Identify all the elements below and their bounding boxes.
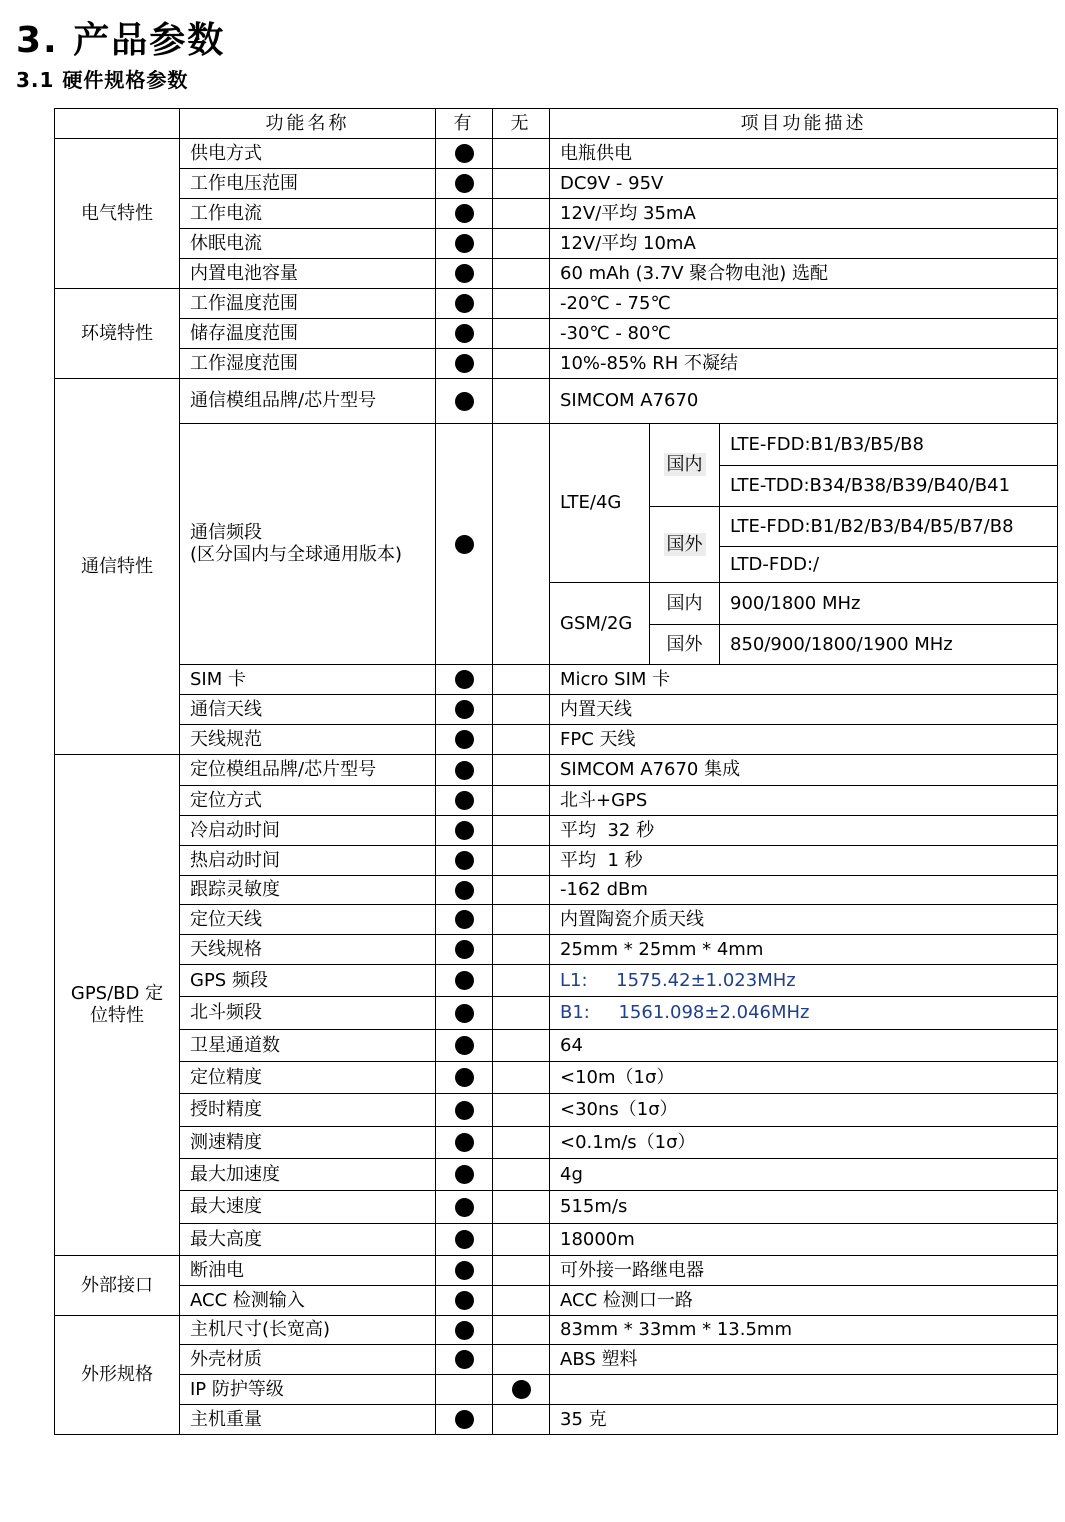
no-mark [493,1286,550,1316]
no-mark [493,786,550,816]
spec-table [54,108,1058,1435]
row-desc: 北斗+GPS [550,786,1058,816]
filled-dot-icon [455,1198,474,1217]
category-environment: 环境特性 [55,289,180,379]
table-row [55,259,1058,289]
no-mark [493,965,550,997]
no-mark [493,1375,550,1405]
row-name: SIM 卡 [180,665,436,695]
row-name: 跟踪灵敏度 [180,876,436,905]
row-name: 休眠电流 [180,229,436,259]
lte-domestic-text: 国内 [664,453,706,476]
yes-mark [436,846,493,876]
category-interface: 外部接口 [55,1256,180,1316]
category-communication: 通信特性 [55,379,180,755]
filled-dot-icon [455,144,474,163]
row-name: 主机尺寸(长宽高) [180,1316,436,1345]
yes-mark [436,816,493,846]
row-desc: FPC 天线 [550,725,1058,755]
table-row [55,755,1058,786]
no-mark [493,905,550,935]
filled-dot-icon [455,264,474,283]
row-desc: L1: 1575.42±1.023MHz [550,965,1058,997]
row-name: 卫星通道数 [180,1030,436,1062]
no-mark [493,1030,550,1062]
table-row [55,1286,1058,1316]
no-mark [493,139,550,169]
yes-mark [436,1094,493,1127]
filled-dot-icon [455,670,474,689]
header-description: 项目功能描述 [550,109,1058,139]
row-desc: 18000m [550,1224,1058,1256]
row-name: 工作电流 [180,199,436,229]
no-mark [493,997,550,1030]
yes-mark [436,1286,493,1316]
row-desc: ABS 塑料 [550,1345,1058,1375]
row-desc: 515m/s [550,1191,1058,1224]
table-row [55,816,1058,846]
no-mark [493,229,550,259]
yes-mark [436,905,493,935]
no-mark [493,259,550,289]
filled-dot-icon [455,1101,474,1120]
filled-dot-icon [455,1230,474,1249]
header-name: 功能名称 [180,109,436,139]
table-row [55,1345,1058,1375]
table-row [55,319,1058,349]
row-desc: <0.1m/s（1σ） [550,1127,1058,1159]
yes-mark [436,1159,493,1191]
filled-dot-icon [455,174,474,193]
row-desc: 12V/平均 10mA [550,229,1058,259]
yes-mark [436,289,493,319]
no-mark [493,1224,550,1256]
filled-dot-icon [512,1380,531,1399]
no-mark [493,169,550,199]
row-desc: 平均 1 秒 [550,846,1058,876]
yes-mark [436,876,493,905]
filled-dot-icon [455,354,474,373]
no-mark [493,876,550,905]
gsm-overseas-label: 国外 [650,625,720,665]
row-name: GPS 频段 [180,965,436,997]
no-mark [493,935,550,965]
row-name: 北斗频段 [180,997,436,1030]
table-row [55,1316,1058,1345]
no-mark [493,379,550,424]
row-desc: SIMCOM A7670 [550,379,1058,424]
yes-mark [436,695,493,725]
row-name-bands: 通信频段 (区分国内与全球通用版本) [180,424,436,665]
row-desc: 25mm * 25mm * 4mm [550,935,1058,965]
filled-dot-icon [455,1350,474,1369]
yes-mark [436,229,493,259]
header-category [55,109,180,139]
page-title: 3. 产品参数 [16,20,226,61]
table-row [55,725,1058,755]
gsm-label: GSM/2G [550,583,650,665]
yes-mark [436,665,493,695]
lte-overseas-label [650,507,720,583]
row-desc: 35 克 [550,1405,1058,1435]
yes-mark [436,259,493,289]
row-desc: 平均 32 秒 [550,816,1058,846]
filled-dot-icon [455,1004,474,1023]
row-name: 主机重量 [180,1405,436,1435]
table-header [55,109,1058,139]
yes-mark [436,1030,493,1062]
filled-dot-icon [455,1068,474,1087]
row-name: 工作湿度范围 [180,349,436,379]
row-name: 最大高度 [180,1224,436,1256]
section-title: 3.1 硬件规格参数 [16,68,189,92]
filled-dot-icon [455,204,474,223]
row-desc: 内置天线 [550,695,1058,725]
no-mark [493,319,550,349]
yes-mark [436,1256,493,1286]
table-row [55,1127,1058,1159]
yes-mark [436,1127,493,1159]
row-name: 工作温度范围 [180,289,436,319]
table-row [55,199,1058,229]
no-mark [493,665,550,695]
row-name: 定位精度 [180,1062,436,1094]
filled-dot-icon [455,940,474,959]
row-name: 天线规范 [180,725,436,755]
table-row [55,665,1058,695]
lte-overseas-value: LTE-FDD:B1/B2/B3/B4/B5/B7/B8 [720,507,1058,547]
yes-mark [436,1405,493,1435]
filled-dot-icon [455,234,474,253]
yes-mark [436,1191,493,1224]
category-form: 外形规格 [55,1316,180,1435]
yes-mark [436,786,493,816]
table-row [55,139,1058,169]
yes-mark [436,1375,493,1405]
yes-mark [436,139,493,169]
no-mark [493,1191,550,1224]
no-mark [493,725,550,755]
no-mark [493,349,550,379]
yes-mark [436,935,493,965]
table-row [55,1191,1058,1224]
filled-dot-icon [455,324,474,343]
table-row [55,1224,1058,1256]
row-desc: Micro SIM 卡 [550,665,1058,695]
no-mark [493,846,550,876]
lte-domestic-value: LTE-TDD:B34/B38/B39/B40/B41 [720,466,1058,507]
no-mark [493,289,550,319]
category-electrical: 电气特性 [55,139,180,289]
no-mark [493,1127,550,1159]
row-desc: ACC 检测口一路 [550,1286,1058,1316]
row-name: 天线规格 [180,935,436,965]
filled-dot-icon [455,1410,474,1429]
table-row [55,1030,1058,1062]
row-name: 断油电 [180,1256,436,1286]
table-row [55,1375,1058,1405]
gsm-domestic-value: 900/1800 MHz [720,583,1058,625]
filled-dot-icon [455,1165,474,1184]
category-gps: GPS/BD 定位特性 [55,755,180,1256]
row-desc: 4g [550,1159,1058,1191]
table-row [55,1256,1058,1286]
row-desc: DC9V - 95V [550,169,1058,199]
no-mark [493,695,550,725]
no-mark [493,199,550,229]
yes-mark [436,997,493,1030]
no-mark [493,1094,550,1127]
table-row [55,905,1058,935]
row-name: 内置电池容量 [180,259,436,289]
row-name: 储存温度范围 [180,319,436,349]
row-name: 冷启动时间 [180,816,436,846]
table-row [55,1159,1058,1191]
yes-mark [436,199,493,229]
yes-mark [436,725,493,755]
row-name: IP 防护等级 [180,1375,436,1405]
yes-mark [436,1316,493,1345]
filled-dot-icon [455,1036,474,1055]
filled-dot-icon [455,1321,474,1340]
table-row [55,997,1058,1030]
filled-dot-icon [455,791,474,810]
row-desc: 83mm * 33mm * 13.5mm [550,1316,1058,1345]
filled-dot-icon [455,881,474,900]
row-desc [550,1375,1058,1405]
filled-dot-icon [455,910,474,929]
lte-label: LTE/4G [550,424,650,583]
row-desc: 12V/平均 35mA [550,199,1058,229]
filled-dot-icon [455,971,474,990]
row-desc: 60 mAh (3.7V 聚合物电池) 选配 [550,259,1058,289]
yes-mark [436,1062,493,1094]
no-mark [493,816,550,846]
filled-dot-icon [455,294,474,313]
table-row [55,424,1058,466]
row-name: 定位模组品牌/芯片型号 [180,755,436,786]
gsm-domestic-label: 国内 [650,583,720,625]
table-row [55,379,1058,424]
row-name: 通信天线 [180,695,436,725]
row-desc: SIMCOM A7670 集成 [550,755,1058,786]
filled-dot-icon [455,1261,474,1280]
yes-mark [436,1224,493,1256]
row-desc: -20℃ - 75℃ [550,289,1058,319]
yes-mark [436,755,493,786]
no-mark [493,755,550,786]
yes-mark [436,1345,493,1375]
table-row [55,289,1058,319]
table-row [55,935,1058,965]
yes-mark [436,379,493,424]
row-desc: <10m（1σ） [550,1062,1058,1094]
no-mark [493,1256,550,1286]
no-mark [493,1405,550,1435]
filled-dot-icon [455,535,474,554]
row-desc: 10%-85% RH 不凝结 [550,349,1058,379]
yes-mark [436,319,493,349]
filled-dot-icon [455,730,474,749]
table-row [55,1062,1058,1094]
row-desc: 内置陶瓷介质天线 [550,905,1058,935]
filled-dot-icon [455,761,474,780]
yes-mark [436,169,493,199]
yes-mark [436,965,493,997]
lte-overseas-value: LTD-FDD:/ [720,547,1058,583]
filled-dot-icon [455,1291,474,1310]
yes-mark [436,424,493,665]
no-mark [493,1062,550,1094]
gsm-overseas-value: 850/900/1800/1900 MHz [720,625,1058,665]
yes-mark [436,349,493,379]
filled-dot-icon [455,1133,474,1152]
row-name: 定位天线 [180,905,436,935]
no-mark [493,424,550,665]
row-name: 工作电压范围 [180,169,436,199]
filled-dot-icon [455,700,474,719]
row-desc: -162 dBm [550,876,1058,905]
table-row [55,1094,1058,1127]
filled-dot-icon [455,392,474,411]
row-desc: <30ns（1σ） [550,1094,1058,1127]
row-desc: 64 [550,1030,1058,1062]
header-yes: 有 [436,109,493,139]
table-row [55,876,1058,905]
table-row [55,786,1058,816]
row-name: 外壳材质 [180,1345,436,1375]
row-name: 授时精度 [180,1094,436,1127]
table-row [55,169,1058,199]
row-name: 热启动时间 [180,846,436,876]
no-mark [493,1316,550,1345]
row-name: 供电方式 [180,139,436,169]
no-mark [493,1345,550,1375]
row-name: ACC 检测输入 [180,1286,436,1316]
row-name: 最大速度 [180,1191,436,1224]
row-desc: 可外接一路继电器 [550,1256,1058,1286]
row-name: 通信模组品牌/芯片型号 [180,379,436,424]
header-no: 无 [493,109,550,139]
row-name: 最大加速度 [180,1159,436,1191]
table-row [55,349,1058,379]
no-mark [493,1159,550,1191]
lte-overseas-text: 国外 [664,533,706,556]
table-row [55,695,1058,725]
filled-dot-icon [455,851,474,870]
table-row [55,229,1058,259]
table-row [55,1405,1058,1435]
filled-dot-icon [455,821,474,840]
row-name: 测速精度 [180,1127,436,1159]
table-row [55,846,1058,876]
lte-domestic-label [650,424,720,507]
row-desc: -30℃ - 80℃ [550,319,1058,349]
table-row [55,965,1058,997]
row-name: 定位方式 [180,786,436,816]
row-desc: B1: 1561.098±2.046MHz [550,997,1058,1030]
lte-domestic-value: LTE-FDD:B1/B3/B5/B8 [720,424,1058,466]
row-desc: 电瓶供电 [550,139,1058,169]
